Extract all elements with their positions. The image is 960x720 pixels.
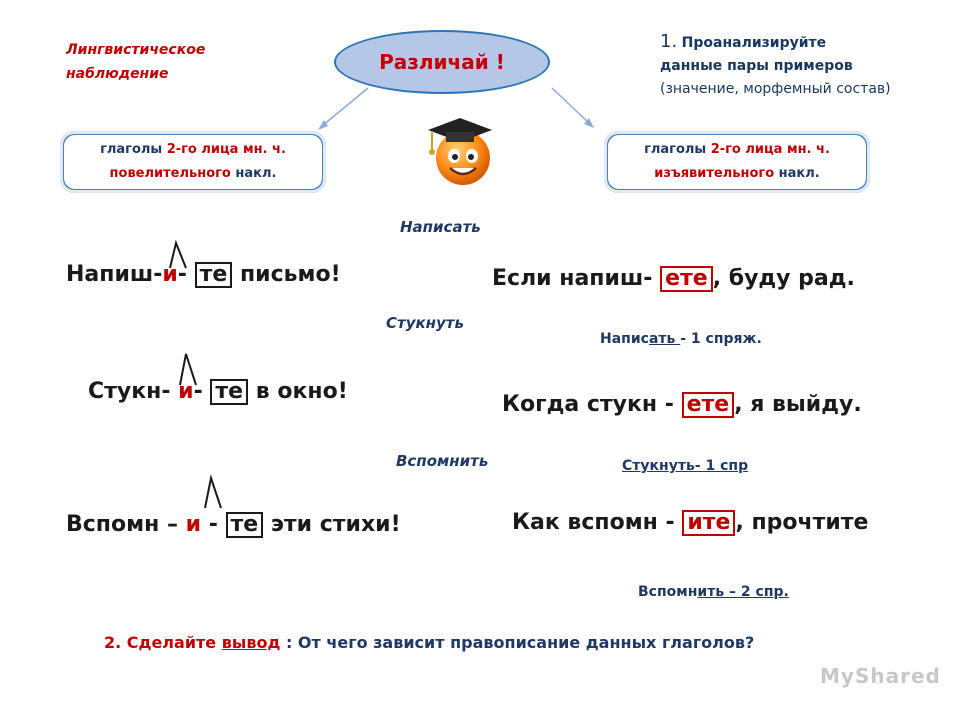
note-tail: - 1 спряж. <box>680 331 762 347</box>
accent-mark-3 <box>205 478 221 508</box>
note-line-1: Лингвистическое <box>66 42 206 58</box>
note-plain: Стукн <box>622 458 669 474</box>
arrow-left <box>322 88 368 126</box>
rest: в окно! <box>255 379 348 404</box>
task-1-line-1: Проанализируйте <box>681 35 827 51</box>
imperative-example-2 <box>88 379 348 405</box>
dash: - <box>208 512 218 537</box>
watermark-text: MyShared <box>820 664 941 688</box>
conclusion-word: вывод <box>221 633 281 652</box>
arrow-right <box>552 88 590 124</box>
indicative-example-1 <box>492 266 855 292</box>
stem: Напиш- <box>66 262 163 287</box>
task-1 <box>660 30 950 101</box>
imperative-box <box>60 131 326 193</box>
rest: письмо! <box>239 262 341 287</box>
label-napisat: Написать <box>400 218 481 236</box>
task-1-line-2: данные пары примеров <box>660 58 853 74</box>
box-right-text-1: глаголы <box>644 142 711 157</box>
task-1-number: 1. <box>660 31 678 52</box>
pre: Когда стукн - <box>502 392 674 417</box>
imperative-example-3 <box>66 512 401 538</box>
ending-box: ете <box>682 392 735 418</box>
task-2-conclusion <box>104 633 754 652</box>
indicative-example-2 <box>502 392 862 418</box>
conclusion-number: 2. Сделайте <box>104 633 217 652</box>
indicative-example-3 <box>512 510 868 536</box>
post: , я выйду. <box>734 392 862 417</box>
graduate-smiley-icon <box>420 108 500 188</box>
label-stuknut: Стукнуть <box>386 314 464 332</box>
rest: эти стихи! <box>270 512 401 537</box>
note-plain: Вспомн <box>638 584 698 600</box>
suffix: и <box>162 262 178 287</box>
note-underlined: ить – 2 спр. <box>697 584 789 600</box>
imperative-example-1 <box>66 262 341 288</box>
label-vspomnit: Вспомнить <box>396 452 489 470</box>
box-right-text-2: 2-го лица мн. ч. <box>710 142 830 157</box>
box-left-text-4: накл. <box>230 166 277 181</box>
indicative-box <box>604 131 870 193</box>
ending-box: ите <box>682 510 735 536</box>
suffix: и <box>178 379 194 404</box>
pre: Как вспомн - <box>512 510 675 535</box>
post: , буду рад. <box>712 266 855 291</box>
box-left-text-2: 2-го лица мн. ч. <box>166 142 286 157</box>
note-underlined: уть- 1 спр <box>668 458 749 474</box>
post: , прочтите <box>735 510 869 535</box>
note-plain: Напис <box>600 331 649 347</box>
watermark-logo <box>820 664 941 688</box>
suffix: и <box>185 512 202 537</box>
ending-box: те <box>195 262 233 288</box>
oval-title: Различай ! <box>379 50 505 74</box>
box-left-text-3: повелительного <box>109 166 231 181</box>
box-right-text-4: накл. <box>774 166 820 181</box>
note-napisat <box>600 331 762 347</box>
ending-box: те <box>226 512 264 538</box>
box-left-text-1: глаголы <box>100 142 167 157</box>
stem: Стукн- <box>88 379 171 404</box>
ending-box: ете <box>660 266 713 292</box>
task-1-line-3: (значение, морфемный состав) <box>660 81 891 97</box>
conclusion-question: : От чего зависит правописание данных глаголов? <box>285 633 755 652</box>
note-stuknut <box>622 458 748 474</box>
note-vspomnit <box>638 584 789 600</box>
stem: Вспомн – <box>66 512 178 537</box>
dash: - <box>177 262 187 287</box>
ending-box: те <box>210 379 248 405</box>
dash: - <box>193 379 203 404</box>
note-line-2: наблюдение <box>66 66 169 82</box>
pre: Если напиш- <box>492 266 653 291</box>
box-right-text-3: изъявительного <box>654 166 775 181</box>
note-underlined: ать <box>648 331 681 347</box>
